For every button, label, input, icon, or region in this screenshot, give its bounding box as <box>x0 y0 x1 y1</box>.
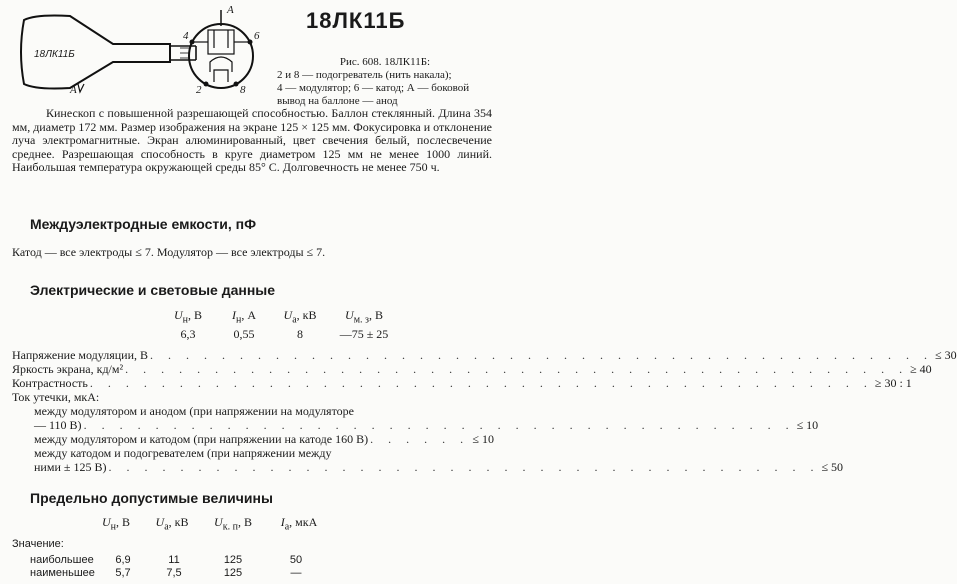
pin-label-anode: А <box>227 4 234 16</box>
figure-caption <box>277 56 493 108</box>
limit-header-ua: $U_а$, кВ <box>155 515 189 533</box>
row-contrast: Контрастность . . . . . . . . . . . . . . . . . . . . . . . . . . . . . . . . . . . . . . . . . . . . ≥ 30 : 1 <box>12 376 912 390</box>
tube-label: 18ЛК11Б <box>34 49 75 60</box>
electrical-heading: Электрические и световые данные <box>30 282 276 298</box>
param-header-un: $U_н$, В <box>173 308 203 326</box>
caption-line-3: вывод на баллоне — анод <box>277 95 398 107</box>
limits-values-table <box>30 554 328 580</box>
value-leak-modulator-cathode: ≤ 10 <box>472 432 494 446</box>
param-value-in: 0,55 <box>233 327 255 342</box>
electrical-rows <box>12 348 957 474</box>
caption-fig: Рис. 608. 18ЛК11Б: <box>339 56 431 68</box>
limit-header-ia: $I_а$, мкА <box>280 515 318 533</box>
caption-line-1: 2 и 8 — подогреватель (нить накала); <box>277 69 452 81</box>
row-modulation-voltage: Напряжение модуляции, В . . . . . . . . . . . . . . . . . . . . . . . . . . . . . . . . . . . . . . . . . . . . ≤ 30 <box>12 348 957 362</box>
leak-current-label: Ток утечки, мкА: <box>12 390 100 404</box>
value-screen-brightness: ≥ 40 <box>910 362 932 376</box>
pin-label-2: 2 <box>196 84 202 96</box>
electrical-params-header-row <box>160 308 400 327</box>
electrical-params-value-row <box>160 327 400 341</box>
limit-header-ukp: $U_{к. п}$, В <box>214 515 252 533</box>
value-leak-cathode-heater: ≤ 50 <box>821 460 844 474</box>
leak-modulator-anode: между модулятором и анодом (при напряжении на модуляторе — 110 В) . . . . . . . . . . . . . . . . . . . . . . . . . . . . . . . . . . . . . . . . ≤ 10 <box>34 404 819 432</box>
value-leak-modulator-anode: ≤ 10 <box>796 418 819 432</box>
leak-cathode-heater: между катодом и подогревателем (при напряжении между ними ± 125 В) . . . . . . . . . . . . . . . . . . . . . . . . . . . . . . . . . . . . . . . . ≤ 50 <box>34 446 844 474</box>
value-contrast: ≥ 30 : 1 <box>874 376 912 390</box>
limits-value-label: Значение: <box>12 538 64 550</box>
anode-mark: А <box>70 84 77 96</box>
pin-label-6: 6 <box>254 30 260 42</box>
param-value-umz: —75 ± 25 <box>339 327 389 342</box>
row-screen-brightness: Яркость экрана, кд/м² . . . . . . . . . . . . . . . . . . . . . . . . . . . . . . . . . . . . . . . . . . . . ≥ 40 <box>12 362 932 376</box>
capacitance-heading: Междуэлектродные емкости, пФ <box>30 216 257 232</box>
pin-label-8: 8 <box>240 84 246 96</box>
param-value-ua: 8 <box>297 327 303 342</box>
param-value-un: 6,3 <box>180 327 196 342</box>
caption-line-2: 4 — модулятор; 6 — катод; А — боковой <box>277 82 470 94</box>
value-modulation-voltage: ≤ 30 <box>935 348 957 362</box>
description-paragraph: Кинескоп с повышенной разрешающей способностью. Баллон стеклянный. Длина 354 мм, диаметр 172 мм. Размер изображения на экране 125 × 125 мм. Фокусировка и отклонение луча электромагнитные. Экран алюминированный, цвет свечения белый, послесвечение среднее. Разрешающая способность в круге диаметром 125 мм не менее 1000 линий. Наибольшая температура окружающей среды 85° С. Долговечность не менее 750 ч. <box>12 106 492 174</box>
param-header-ua: $U_а$, кВ <box>283 308 317 326</box>
leak-modulator-cathode: между модулятором и катодом (при напряжении на катоде 160 В) . . . . . . ≤ 10 <box>34 432 494 446</box>
tube-model-title: 18ЛК11Б <box>306 8 406 33</box>
limits-params-header <box>88 515 332 534</box>
limits-heading: Предельно допустимые величины <box>30 490 273 506</box>
param-header-umz: $U_{м. з}$, В <box>345 308 383 326</box>
limits-row-max: наибольшее 6,9 11 125 50 <box>30 554 303 566</box>
electrical-params-table <box>160 308 400 341</box>
capacitance-text: Катод — все электроды ≤ 7. Модулятор — все электроды ≤ 7. <box>12 245 326 259</box>
limit-header-un: $U_н$, В <box>101 515 131 533</box>
limits-row-min: наименьшее 5,7 7,5 125 — <box>30 567 302 579</box>
param-header-in: $I_н$, А <box>231 308 257 326</box>
base-pin-diagram <box>176 8 266 96</box>
pin-label-4: 4 <box>183 30 189 42</box>
